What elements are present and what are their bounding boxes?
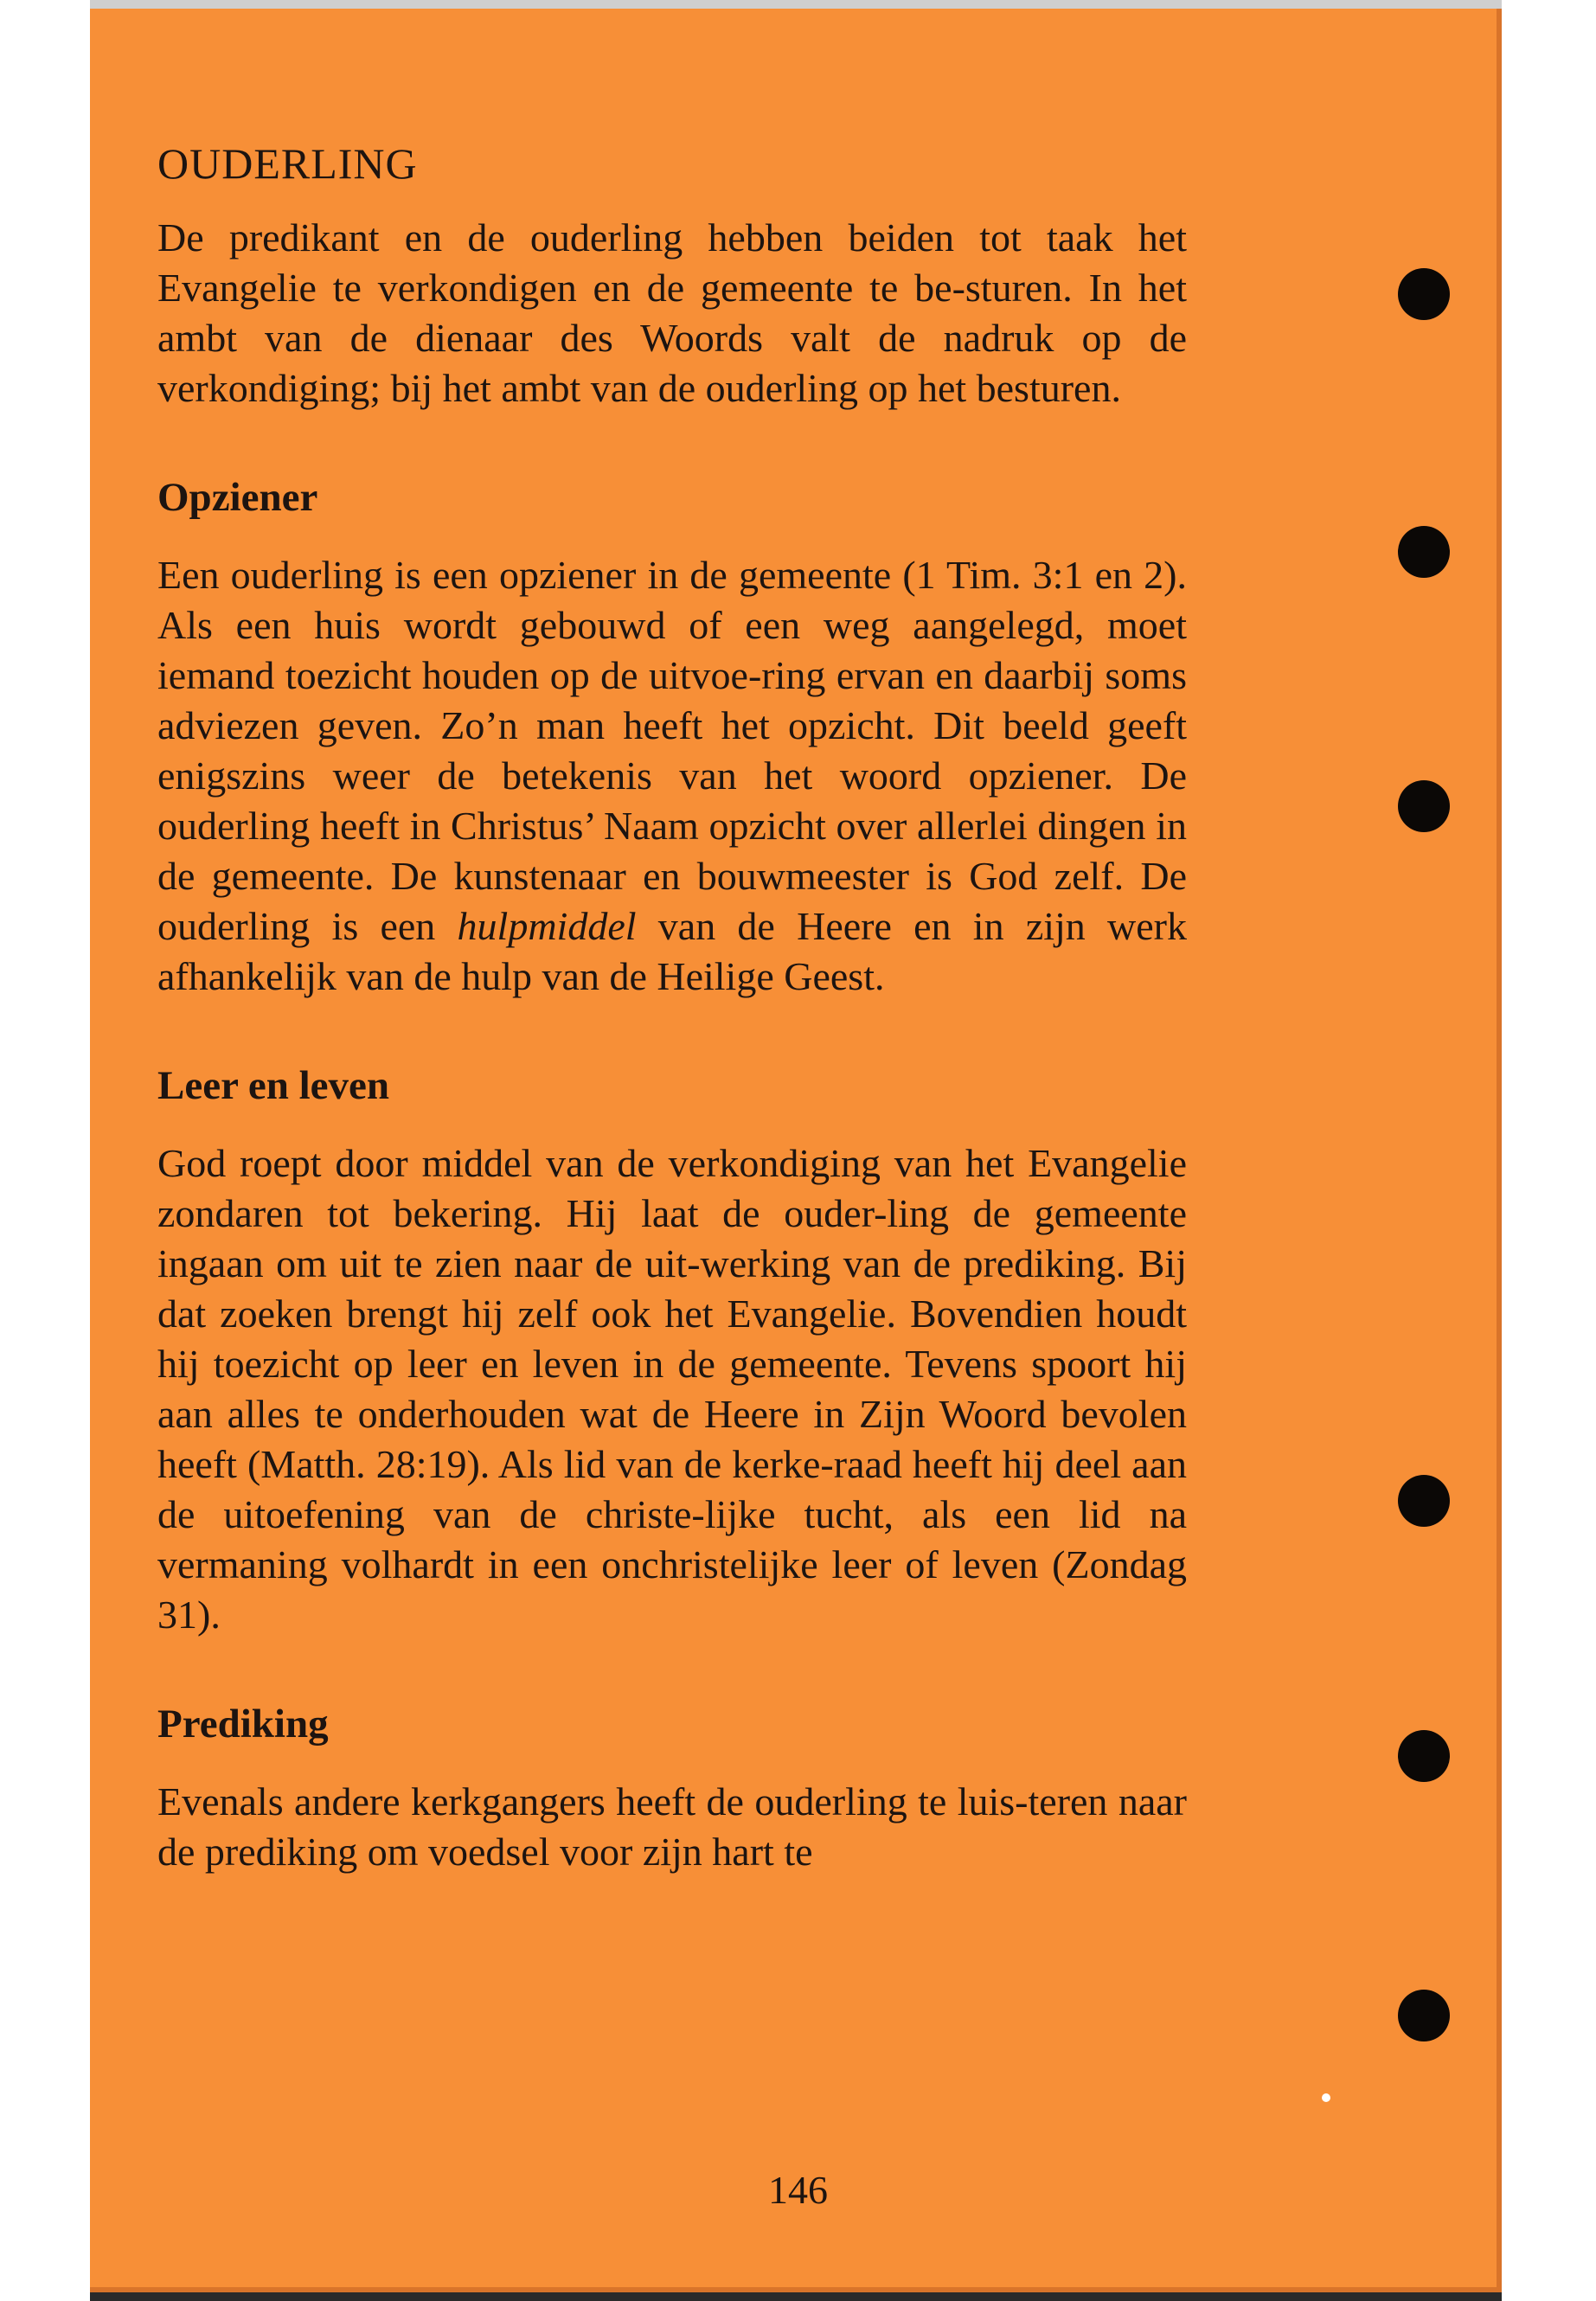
binder-hole xyxy=(1398,1730,1450,1782)
section-heading-prediking: Prediking xyxy=(157,1702,329,1747)
paper-speck xyxy=(1322,2093,1330,2102)
opziener-text-end: van de Heere en in zijn werk afhankelijk van de hulp van de Heilige Geest. xyxy=(157,904,1187,998)
page-content xyxy=(157,138,1187,1877)
page-title: OUDERLING xyxy=(157,139,418,188)
binder-hole xyxy=(1398,526,1450,578)
page-number: 146 xyxy=(768,2168,828,2212)
section-heading-opziener: Opziener xyxy=(157,475,318,520)
binder-hole xyxy=(1398,1475,1450,1527)
page-top-edge xyxy=(90,0,1502,9)
binder-hole xyxy=(1398,780,1450,832)
opziener-emphasis: hulpmiddel xyxy=(457,904,637,948)
section-heading-leer-en-leven: Leer en leven xyxy=(157,1063,390,1108)
opziener-text-start: Een ouderling is een opziener in de gemeente (1 Tim. 3:1 en 2). Als een huis wordt gebouwd of een weg aangelegd, moet iemand toezicht houden op de uitvoe-ring ervan en daarbij soms adviezen geven. Zo’n man heeft het opzicht. Dit beeld geeft enigszins weer de betekenis van het woord opziener. De ouderling heeft in Christus’ Naam opzicht over allerlei dingen in de gemeente. De kunstenaar en bouwmeester is God zelf. De ouderling is een xyxy=(157,553,1187,948)
prediking-paragraph: Evenals andere kerkgangers heeft de ouderling te luis-teren naar de prediking om voedsel voor zijn hart te xyxy=(157,1779,1187,1874)
page-bottom-edge xyxy=(90,2292,1502,2301)
leer-en-leven-paragraph: God roept door middel van de verkondiging van het Evangelie zondaren tot bekering. Hij laat de ouder-ling de gemeente ingaan om uit te zien naar de uit-werking van de prediking. Bij dat zoeken brengt hij zelf ook het Evangelie. Bovendien houdt hij toezicht op leer en leven in de gemeente. Tevens spoort hij aan alles te onderhouden wat de Heere in Zijn Woord bevolen heeft (Matth. 28:19). Als lid van de kerke-raad heeft hij deel aan de uitoefening van de christe-lijke tucht, als een lid na vermaning volhardt in een onchristelijke leer of leven (Zondag 31). xyxy=(157,1141,1187,1637)
binder-hole xyxy=(1398,1990,1450,2041)
opziener-paragraph xyxy=(157,550,1187,1002)
binder-hole xyxy=(1398,268,1450,320)
intro-paragraph: De predikant en de ouderling hebben beiden tot taak het Evangelie te verkondigen en de gemeente te be-sturen. In het ambt van de dienaar des Woords valt de nadruk op de verkondiging; bij het ambt van de ouderling op het besturen. xyxy=(157,215,1187,410)
